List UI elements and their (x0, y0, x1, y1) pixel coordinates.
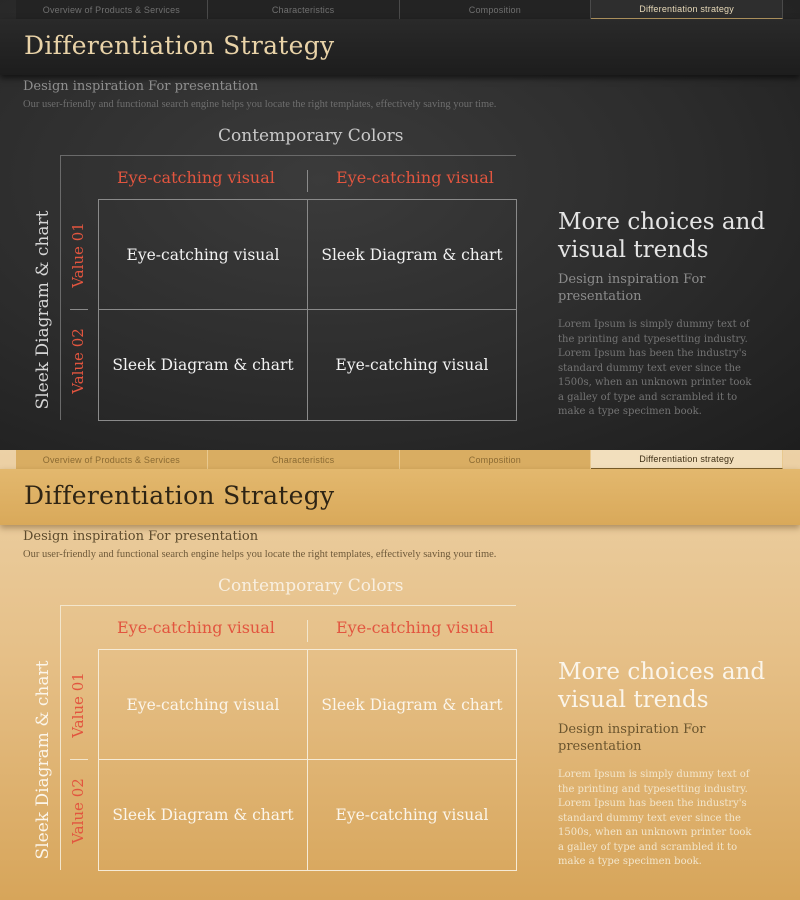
matrix-row-header: Value 02 (69, 328, 87, 394)
matrix-row-header: Value 02 (69, 778, 87, 844)
matrix-top-label: Contemporary Colors (218, 576, 404, 596)
matrix-side-label: Sleek Diagram & chart (33, 660, 53, 860)
page-title: Differentiation Strategy (24, 481, 335, 510)
matrix-cell: Sleek Diagram & chart (112, 805, 294, 824)
header-bar (0, 469, 800, 525)
matrix-cell: Sleek Diagram & chart (321, 245, 503, 264)
matrix-column-header: Eye-catching visual (117, 618, 275, 637)
panel-body: Lorem Ipsum is simply dummy text of the printing and typesetting industry. Lorem Ipsum has been the industry's standard dummy text ever since the 1500s, when an unknown printer took a galley of type and scrambled it to make a type specimen book. (558, 319, 752, 417)
matrix-column-header: Eye-catching visual (336, 618, 494, 637)
matrix-frame-left (60, 605, 61, 870)
tab-bar (16, 0, 783, 19)
matrix-column-header: Eye-catching visual (336, 168, 494, 187)
matrix-cell: Eye-catching visual (126, 245, 280, 264)
tab-overview[interactable]: Overview of Products & Services (16, 450, 208, 469)
row-divider (70, 309, 88, 310)
tab-composition[interactable]: Composition (400, 450, 592, 469)
matrix-grid (98, 649, 517, 871)
matrix-grid (98, 199, 517, 421)
tab-overview[interactable]: Overview of Products & Services (16, 0, 208, 19)
tab-characteristics[interactable]: Characteristics (208, 0, 400, 19)
tab-composition[interactable]: Composition (400, 0, 592, 19)
page-description: Our user-friendly and functional search engine helps you locate the right templates, effectively saving your time. (23, 549, 497, 560)
matrix-frame-top (60, 605, 516, 606)
column-divider (307, 170, 308, 192)
matrix-cell: Sleek Diagram & chart (112, 355, 294, 374)
matrix-row-header: Value 01 (69, 672, 87, 738)
page-subtitle: Design inspiration For presentation (23, 79, 259, 94)
matrix-cell: Eye-catching visual (126, 695, 280, 714)
panel-subtitle: Design inspiration For presentation (558, 272, 706, 304)
panel-title: More choices and visual trends (558, 209, 766, 263)
slide-gold (0, 450, 800, 900)
panel-subtitle: Design inspiration For presentation (558, 722, 706, 754)
header-bar (0, 19, 800, 75)
page-subtitle: Design inspiration For presentation (23, 529, 259, 544)
panel-title: More choices and visual trends (558, 659, 766, 713)
matrix-frame-left (60, 155, 61, 420)
page-title: Differentiation Strategy (24, 31, 335, 60)
matrix-side-label: Sleek Diagram & chart (33, 210, 53, 410)
matrix-cell: Eye-catching visual (335, 355, 489, 374)
matrix-cell: Eye-catching visual (335, 805, 489, 824)
tab-differentiation-strategy[interactable]: Differentiation strategy (591, 0, 783, 19)
tab-differentiation-strategy[interactable]: Differentiation strategy (591, 450, 783, 469)
page-description: Our user-friendly and functional search engine helps you locate the right templates, effectively saving your time. (23, 99, 497, 110)
matrix-cell: Sleek Diagram & chart (321, 695, 503, 714)
matrix-column-header: Eye-catching visual (117, 168, 275, 187)
matrix-row-header: Value 01 (69, 222, 87, 288)
tab-characteristics[interactable]: Characteristics (208, 450, 400, 469)
column-divider (307, 620, 308, 642)
matrix-frame-top (60, 155, 516, 156)
row-divider (70, 759, 88, 760)
panel-body: Lorem Ipsum is simply dummy text of the printing and typesetting industry. Lorem Ipsum has been the industry's standard dummy text ever since the 1500s, when an unknown printer took a galley of type and scrambled it to make a type specimen book. (558, 769, 752, 867)
matrix-top-label: Contemporary Colors (218, 126, 404, 146)
tab-bar (16, 450, 783, 469)
